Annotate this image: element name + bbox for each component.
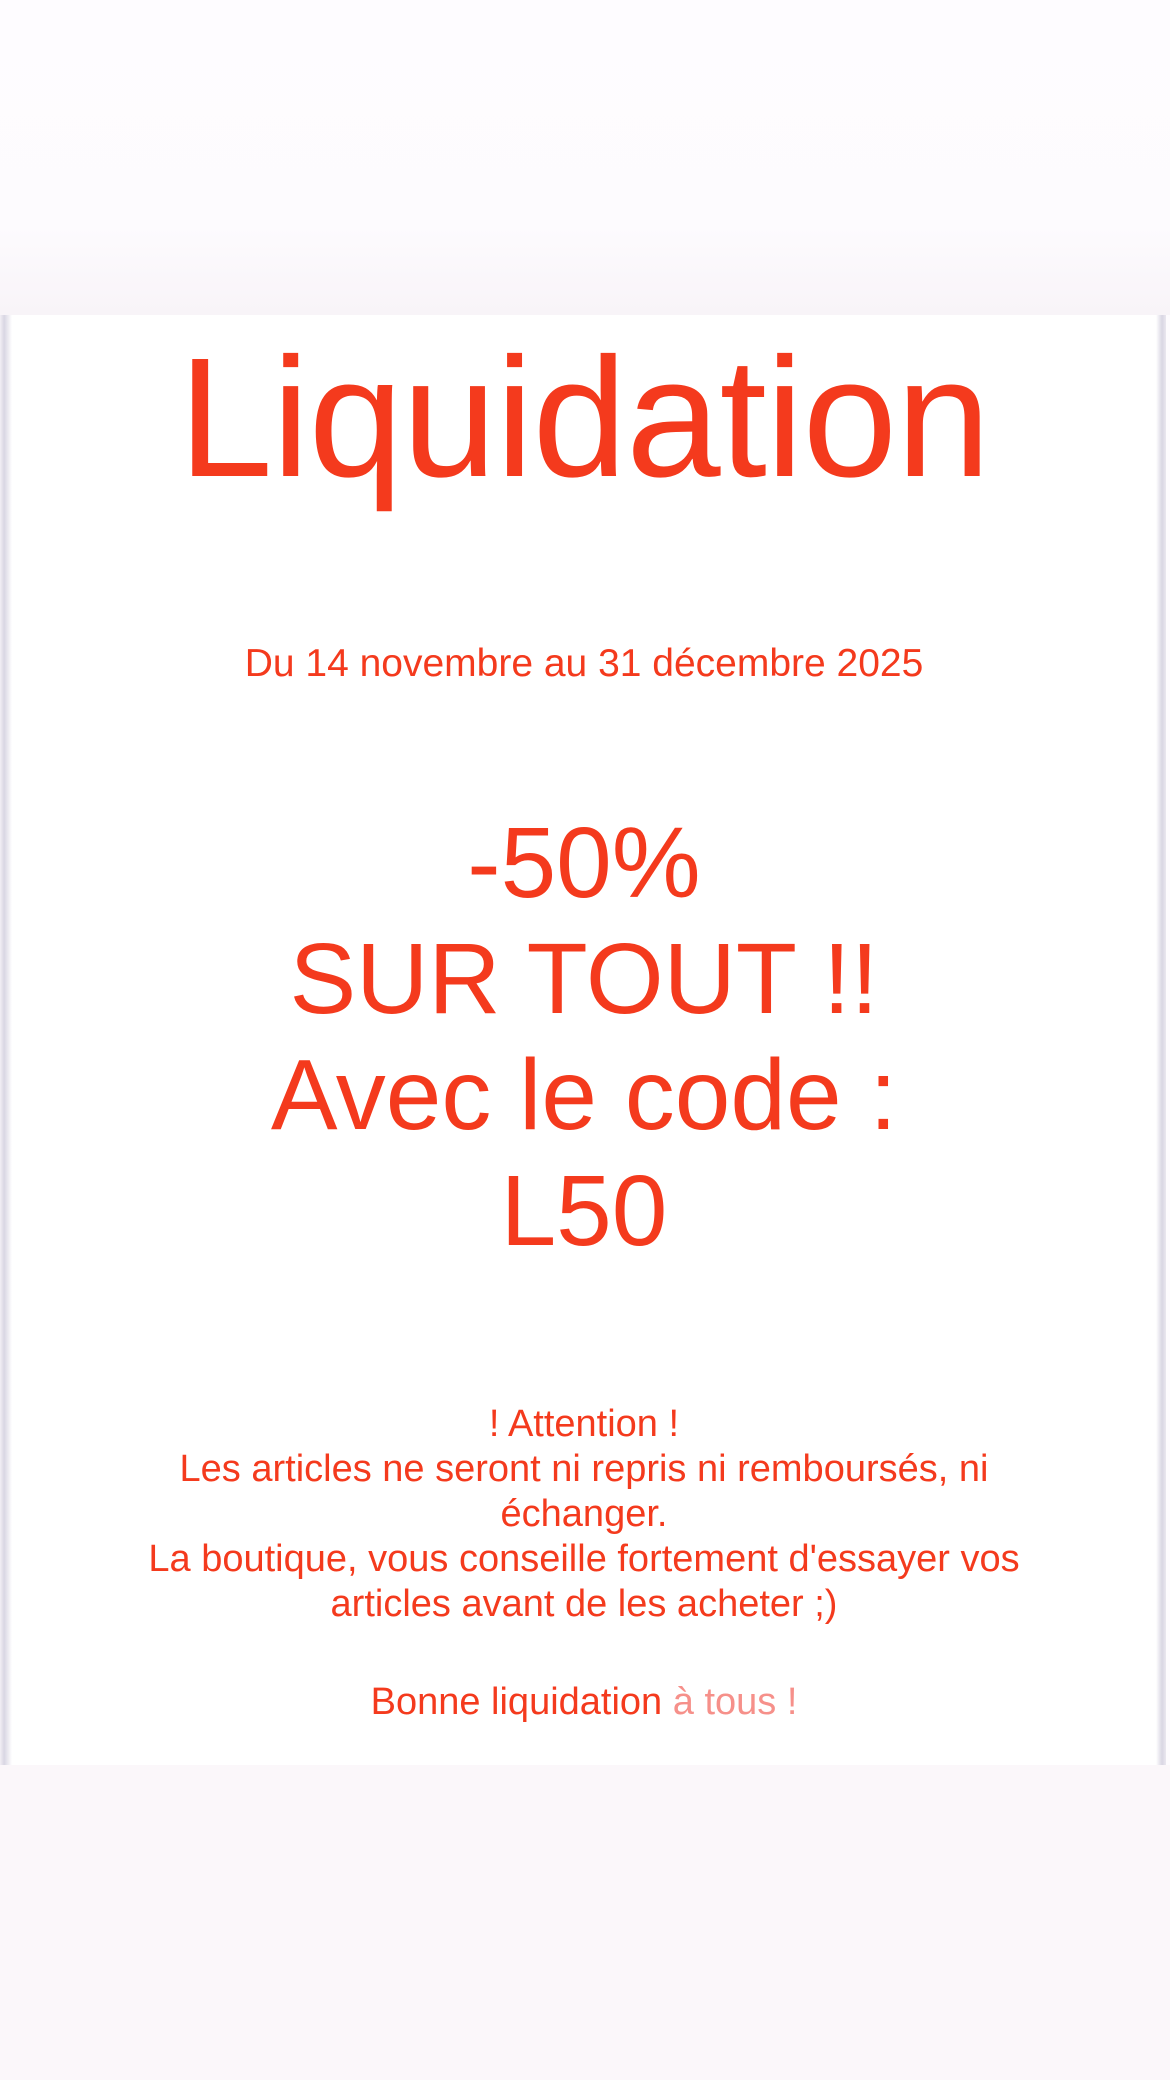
page-background-bottom [0, 1765, 1170, 2080]
promo-line-code: L50 [500, 1155, 668, 1268]
card-right-edge-shadow [1156, 315, 1166, 1765]
closing-accent: à tous ! [672, 1681, 798, 1724]
notice-line: La boutique, vous conseille fortement d'essayer vos [148, 1538, 1020, 1581]
notice-block [12, 1402, 1156, 1627]
closing-line [12, 1680, 1156, 1725]
promo-line-code-label: Avec le code : [270, 1039, 898, 1152]
notice-line: échanger. [500, 1493, 668, 1536]
sale-title: Liquidation [178, 323, 990, 513]
notice-line: ! Attention ! [488, 1403, 680, 1446]
closing-main: Bonne liquidation [370, 1681, 673, 1724]
notice-line: articles avant de les acheter ;) [330, 1583, 838, 1626]
announcement-card [12, 315, 1156, 1765]
card-left-edge-shadow [0, 315, 12, 1765]
notice-line: Les articles ne seront ni repris ni remboursés, ni [179, 1448, 989, 1491]
promo-line-scope: SUR TOUT !! [289, 923, 879, 1036]
promo-line-discount: -50% [467, 807, 701, 920]
date-range: Du 14 novembre au 31 décembre 2025 [244, 642, 924, 686]
page-background-top [0, 0, 1170, 315]
card-right-margin [1166, 315, 1170, 1765]
promo-block [12, 805, 1156, 1269]
